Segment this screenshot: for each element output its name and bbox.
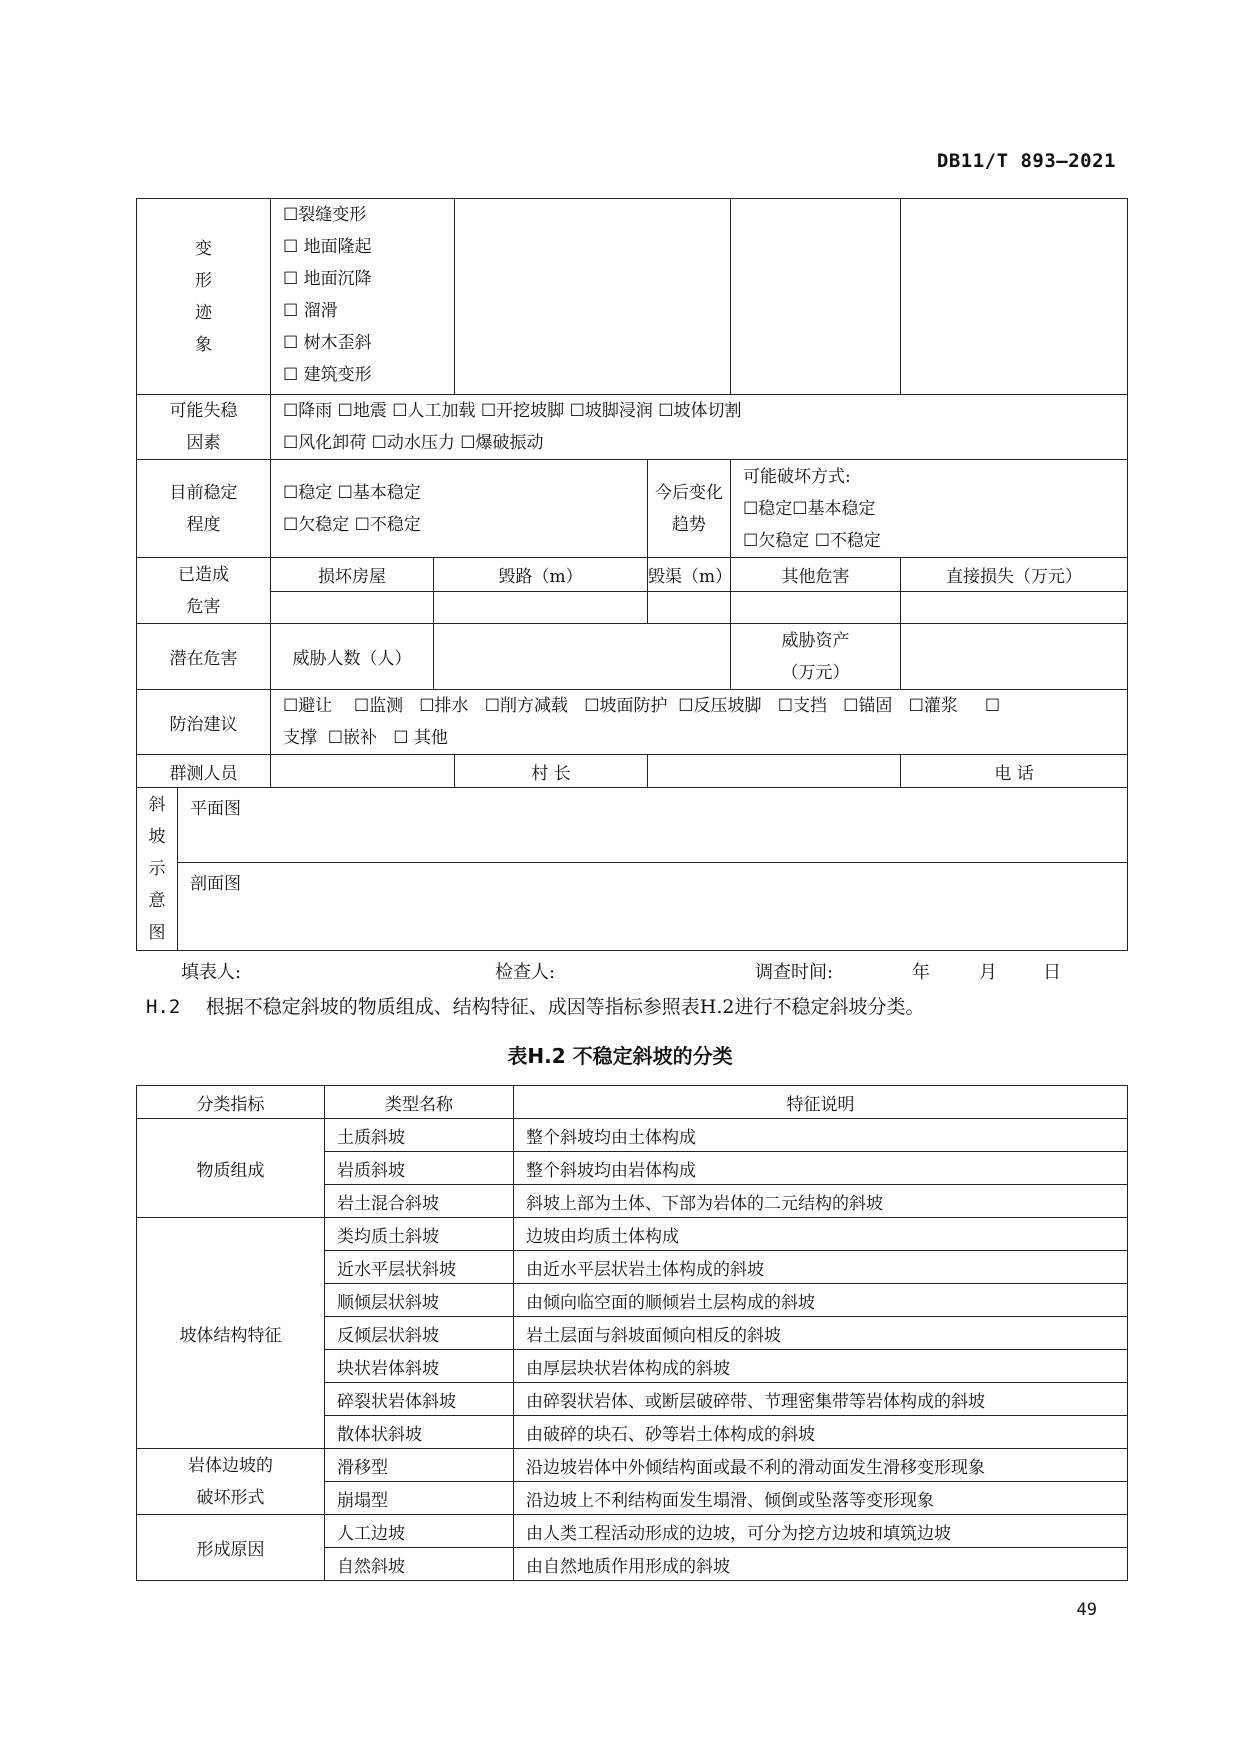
type-cell: 自然斜坡 bbox=[325, 1548, 514, 1581]
description-cell: 斜坡上部为土体、下部为岩体的二元结构的斜坡 bbox=[514, 1185, 1128, 1218]
trend-label: 今后变化 趋势 bbox=[648, 460, 731, 558]
section-view-label: 剖面图 bbox=[190, 874, 241, 894]
type-cell: 岩质斜坡 bbox=[325, 1152, 514, 1185]
instability-label: 可能失稳 因素 bbox=[137, 395, 271, 460]
type-cell: 近水平层状斜坡 bbox=[325, 1251, 514, 1284]
type-cell: 碎裂状岩体斜坡 bbox=[325, 1383, 514, 1416]
type-cell: 人工边坡 bbox=[325, 1515, 514, 1548]
phone-label: 电 话 bbox=[901, 755, 1128, 788]
description-cell: 由碎裂状岩体、或断层破碎带、节理密集带等岩体构成的斜坡 bbox=[514, 1383, 1128, 1416]
header-description: 特征说明 bbox=[514, 1086, 1128, 1119]
type-cell: 滑移型 bbox=[325, 1449, 514, 1482]
type-cell: 崩塌型 bbox=[325, 1482, 514, 1515]
village-head-input[interactable] bbox=[648, 755, 901, 788]
damage-col-roads: 毁路（m） bbox=[434, 558, 648, 592]
threat-assets-input[interactable] bbox=[901, 624, 1128, 690]
description-cell: 岩土层面与斜坡面倾向相反的斜坡 bbox=[514, 1317, 1128, 1350]
description-cell: 由自然地质作用形成的斜坡 bbox=[514, 1548, 1128, 1581]
potential-label: 潜在危害 bbox=[137, 624, 271, 690]
header-type: 类型名称 bbox=[325, 1086, 514, 1119]
deformation-blank-3[interactable] bbox=[901, 199, 1128, 395]
year-label: 年 bbox=[912, 962, 930, 983]
indicator-cell: 坡体结构特征 bbox=[137, 1218, 325, 1449]
failure-mode-options[interactable]: 可能破坏方式: ☐稳定☐基本稳定 ☐欠稳定 ☐不稳定 bbox=[731, 460, 1128, 558]
checkbox-option[interactable]: ☐ 溜滑 bbox=[283, 301, 338, 321]
type-cell: 反倾层状斜坡 bbox=[325, 1317, 514, 1350]
damage-other-input[interactable] bbox=[731, 592, 901, 624]
description-cell: 沿边坡上不利结构面发生塌滑、倾倒或坠落等变形现象 bbox=[514, 1482, 1128, 1515]
description-cell: 由人类工程活动形成的边坡，可分为挖方边坡和填筑边坡 bbox=[514, 1515, 1128, 1548]
description-cell: 沿边坡岩体中外倾结构面或最不利的滑动面发生滑移变形现象 bbox=[514, 1449, 1128, 1482]
checkbox-option[interactable]: ☐ 树木歪斜 bbox=[283, 333, 372, 353]
checkbox-option[interactable]: ☐ 地面沉降 bbox=[283, 269, 372, 289]
section-number: H.2 bbox=[146, 996, 181, 1018]
damage-canals-input[interactable] bbox=[648, 592, 731, 624]
deformation-options bbox=[271, 199, 455, 395]
description-cell: 由倾向临空面的顺倾岩土层构成的斜坡 bbox=[514, 1284, 1128, 1317]
checkbox-option[interactable]: ☐ 建筑变形 bbox=[283, 365, 372, 385]
plan-view-label: 平面图 bbox=[190, 799, 241, 819]
plan-view-area[interactable] bbox=[178, 788, 1128, 863]
sketch-label: 斜 坡 示 意 图 bbox=[137, 788, 178, 951]
damage-col-other: 其他危害 bbox=[731, 558, 901, 592]
header-indicator: 分类指标 bbox=[137, 1086, 325, 1119]
deformation-blank-1[interactable] bbox=[455, 199, 731, 395]
survey-form-table bbox=[136, 198, 1128, 951]
description-cell: 边坡由均质土体构成 bbox=[514, 1218, 1128, 1251]
table-row bbox=[137, 1218, 1128, 1251]
indicator-cell: 岩体边坡的 破坏形式 bbox=[137, 1449, 325, 1515]
type-cell: 土质斜坡 bbox=[325, 1119, 514, 1152]
prevention-options[interactable]: ☐避让 ☐监测 ☐排水 ☐削方减载 ☐坡面防护 ☐反压坡脚 ☐支挡 ☐锚固 ☐灌浆 ☐ 支撑 ☐嵌补 ☐ 其他 bbox=[271, 690, 1128, 755]
damage-houses-input[interactable] bbox=[271, 592, 434, 624]
stability-label: 目前稳定 程度 bbox=[137, 460, 271, 558]
checkbox-option[interactable]: ☐裂缝变形 bbox=[283, 205, 367, 225]
monitor-input[interactable] bbox=[271, 755, 455, 788]
village-head-label: 村 长 bbox=[455, 755, 648, 788]
type-cell: 块状岩体斜坡 bbox=[325, 1350, 514, 1383]
deformation-label: 变 形 迹 象 bbox=[137, 199, 271, 395]
instability-options[interactable]: ☐降雨 ☐地震 ☐人工加载 ☐开挖坡脚 ☐坡脚浸润 ☐坡体切割 ☐风化卸荷 ☐动水压力 ☐爆破振动 bbox=[271, 395, 1128, 460]
section-h2 bbox=[146, 992, 924, 1019]
table-row bbox=[137, 1449, 1128, 1482]
type-cell: 类均质土斜坡 bbox=[325, 1218, 514, 1251]
damage-col-canals: 毁渠（m） bbox=[648, 558, 731, 592]
month-label: 月 bbox=[979, 962, 997, 983]
survey-time-label: 调查时间: bbox=[755, 962, 834, 983]
threat-people-label: 威胁人数（人） bbox=[271, 624, 434, 690]
damage-label: 已造成 危害 bbox=[137, 558, 271, 624]
standard-code: DB11/T 893—2021 bbox=[936, 150, 1116, 172]
threat-assets-label: 威胁资产 （万元） bbox=[731, 624, 901, 690]
day-label: 日 bbox=[1043, 962, 1061, 983]
description-cell: 由破碎的块石、砂等岩土体构成的斜坡 bbox=[514, 1416, 1128, 1449]
checkbox-option[interactable]: ☐ 地面隆起 bbox=[283, 237, 372, 257]
description-cell: 由厚层块状岩体构成的斜坡 bbox=[514, 1350, 1128, 1383]
table-row bbox=[137, 1119, 1128, 1152]
type-cell: 顺倾层状斜坡 bbox=[325, 1284, 514, 1317]
classification-table bbox=[136, 1085, 1128, 1581]
page-number: 49 bbox=[1076, 1600, 1097, 1620]
description-cell: 由近水平层状岩土体构成的斜坡 bbox=[514, 1251, 1128, 1284]
damage-loss-input[interactable] bbox=[901, 592, 1128, 624]
type-cell: 散体状斜坡 bbox=[325, 1416, 514, 1449]
damage-col-houses: 损坏房屋 bbox=[271, 558, 434, 592]
table-row bbox=[137, 1515, 1128, 1548]
checker-label: 检查人: bbox=[495, 962, 556, 983]
indicator-cell: 形成原因 bbox=[137, 1515, 325, 1581]
damage-col-loss: 直接损失（万元） bbox=[901, 558, 1128, 592]
prevention-label: 防治建议 bbox=[137, 690, 271, 755]
table-caption: 表H.2 不稳定斜坡的分类 bbox=[507, 1044, 733, 1068]
indicator-cell: 物质组成 bbox=[137, 1119, 325, 1218]
description-cell: 整个斜坡均由土体构成 bbox=[514, 1119, 1128, 1152]
type-cell: 岩土混合斜坡 bbox=[325, 1185, 514, 1218]
section-view-area[interactable] bbox=[178, 863, 1128, 951]
stability-options[interactable]: ☐稳定 ☐基本稳定 ☐欠稳定 ☐不稳定 bbox=[271, 460, 648, 558]
monitor-label: 群测人员 bbox=[137, 755, 271, 788]
damage-roads-input[interactable] bbox=[434, 592, 648, 624]
deformation-blank-2[interactable] bbox=[731, 199, 901, 395]
threat-people-input[interactable] bbox=[434, 624, 731, 690]
filler-label: 填表人: bbox=[181, 962, 242, 983]
description-cell: 整个斜坡均由岩体构成 bbox=[514, 1152, 1128, 1185]
section-text: 根据不稳定斜坡的物质组成、结构特征、成因等指标参照表H.2进行不稳定斜坡分类。 bbox=[205, 996, 925, 1018]
